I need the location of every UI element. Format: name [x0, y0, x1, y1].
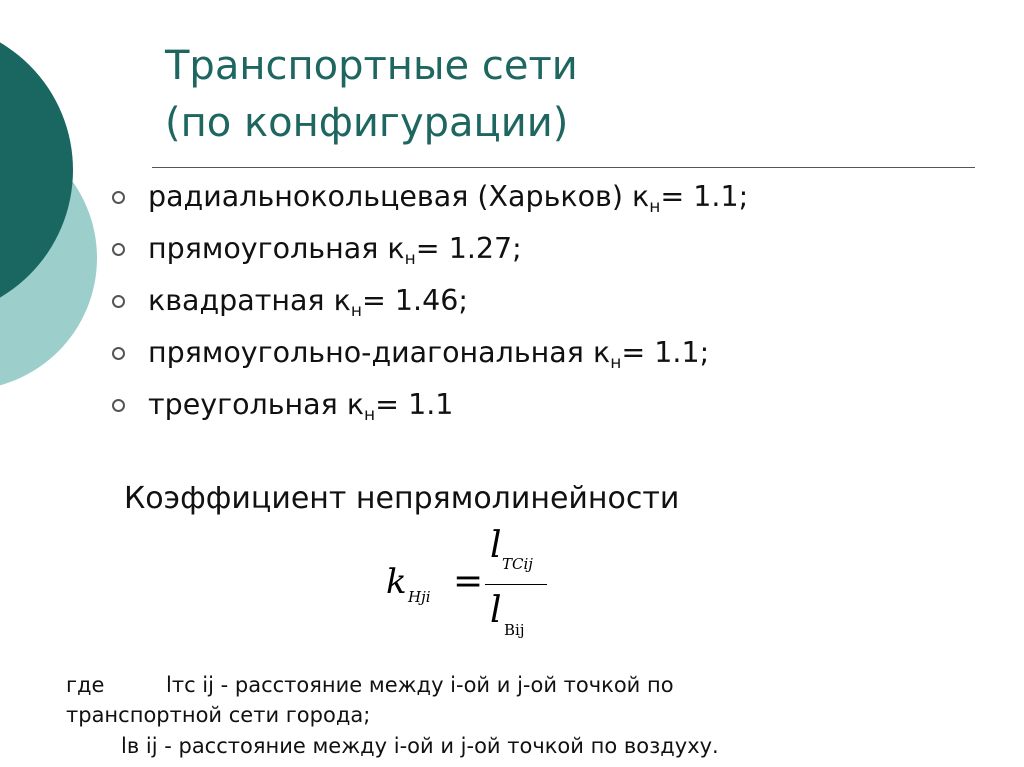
formula-k-subscript: Hji — [408, 588, 431, 606]
coefficient-label: Коэффициент непрямолинейности — [124, 481, 680, 516]
note-line-3: lв ij - расстояние между i-ой и j-ой точкой по воздуху. — [121, 734, 719, 758]
formula-denominator: l — [490, 590, 502, 631]
decorative-circles — [0, 0, 130, 420]
bullet-list — [112, 170, 748, 430]
list-item — [112, 326, 748, 378]
formula-denominator-subscript: Bij — [504, 621, 525, 639]
circle-bullet-icon — [112, 295, 125, 308]
circle-bullet-icon — [112, 399, 125, 412]
formula-k: k — [386, 562, 407, 602]
bullet-text: треугольная $к_н= 1.1$ — [148, 387, 454, 425]
formula-numerator-subscript: TCij — [502, 555, 533, 573]
bullet-text: прямоугольная $к_н= 1.27$; — [148, 231, 522, 269]
formula-numerator: l — [490, 525, 502, 566]
title-line-1: Транспортные сети — [165, 43, 578, 89]
list-item — [112, 170, 748, 222]
list-item — [112, 378, 748, 430]
note-where: где — [66, 673, 105, 697]
slide-title — [165, 38, 578, 152]
bullet-text: прямоугольно-диагональная $к_н= 1.1$; — [148, 335, 710, 373]
circle-bullet-icon — [112, 243, 125, 256]
bullet-text: радиальнокольцевая (Харьков) $к_н= 1.1$; — [148, 179, 749, 217]
formula-equals: = — [453, 561, 484, 602]
fraction-bar — [485, 584, 547, 585]
list-item — [112, 274, 748, 326]
formula — [384, 525, 554, 648]
title-line-2: (по конфигурации) — [165, 100, 569, 146]
list-item — [112, 222, 748, 274]
circle-bullet-icon — [112, 191, 125, 204]
circle-bullet-icon — [112, 347, 125, 360]
note-line-1: lтс ij - расстояние между i-ой и j-ой точкой по — [166, 673, 674, 697]
bullet-text: квадратная $к_н= 1.46$; — [148, 283, 468, 321]
note-line-2: транспортной сети города; — [66, 703, 371, 727]
title-divider — [152, 167, 975, 168]
